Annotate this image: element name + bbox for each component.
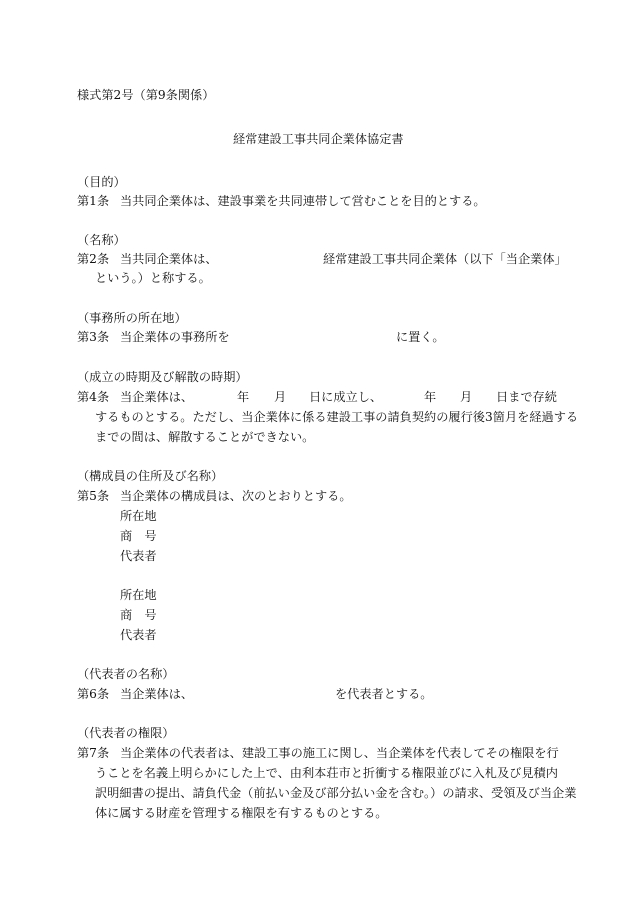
article-7-heading: （代表者の権限） — [77, 726, 175, 740]
article-1-number: 第1条 — [77, 194, 110, 208]
article-7-line-3: 訳明細書の提出、請負代金（前払い金及び部分払い金を含む。）の請求、受領及び当企業 — [95, 786, 577, 800]
form-number: 様式第2号（第9条関係） — [77, 88, 215, 102]
article-6-text-after: を代表者とする。 — [335, 687, 433, 701]
article-4-heading: （成立の時期及び解散の時期） — [77, 370, 248, 384]
article-4-end-day-label: 日まで存続 — [496, 390, 557, 404]
article-4-end-month-label: 月 — [460, 390, 473, 404]
member-1-representative-label: 代表者 — [120, 549, 157, 563]
article-3-heading: （事務所の所在地） — [77, 311, 187, 325]
document-title: 経常建設工事共同企業体協定書 — [233, 132, 404, 146]
article-4-number: 第4条 — [77, 390, 110, 404]
article-3-text-after: に置く。 — [396, 330, 445, 344]
article-2-heading: （名称） — [77, 233, 126, 247]
member-1-trade-name-label: 商 号 — [120, 529, 157, 543]
article-4-line-2: するものとする。ただし、当企業体に係る建設工事の請負契約の履行後3箇月を経過する — [95, 410, 579, 424]
article-4-line-3: までの間は、解散することができない。 — [95, 430, 315, 444]
article-6-number: 第6条 — [77, 687, 110, 701]
article-5-text: 当企業体の構成員は、次のとおりとする。 — [120, 489, 352, 503]
article-4-start-month-label: 月 — [274, 390, 287, 404]
article-6-heading: （代表者の名称） — [77, 667, 175, 681]
article-6-text-before: 当企業体は、 — [120, 687, 194, 701]
member-1-address-label: 所在地 — [120, 509, 157, 523]
article-4-end-year-label: 年 — [424, 390, 437, 404]
article-2-text-before: 当共同企業体は、 — [120, 252, 218, 266]
article-7-number: 第7条 — [77, 746, 110, 760]
member-2-representative-label: 代表者 — [120, 628, 157, 642]
article-7-line-2: うことを名義上明らかにした上で、由利本荘市と折衝する権限並びに入札及び見積内 — [95, 766, 558, 780]
article-1-text: 当共同企業体は、建設事業を共同連帯して営むことを目的とする。 — [120, 194, 486, 208]
member-2-trade-name-label: 商 号 — [120, 608, 157, 622]
article-2-continuation: という。）と称する。 — [95, 271, 211, 285]
article-2-text-after: 経常建設工事共同企業体（以下「当企業体」 — [323, 252, 567, 266]
article-3-number: 第3条 — [77, 330, 110, 344]
article-4-text-start: 当企業体は、 — [120, 390, 194, 404]
article-4-start-day-label: 日に成立し、 — [309, 390, 383, 404]
article-5-heading: （構成員の住所及び名称） — [77, 469, 224, 483]
article-2-number: 第2条 — [77, 252, 110, 266]
article-3-text-before: 当企業体の事務所を — [120, 330, 230, 344]
article-7-line-1: 当企業体の代表者は、建設工事の施工に関し、当企業体を代表してその権限を行 — [120, 746, 559, 760]
member-2-address-label: 所在地 — [120, 588, 157, 602]
article-7-line-4: 体に属する財産を管理する権限を有するものとする。 — [95, 806, 388, 820]
article-1-heading: （目的） — [77, 175, 126, 189]
article-4-start-year-label: 年 — [237, 390, 250, 404]
article-5-number: 第5条 — [77, 489, 110, 503]
